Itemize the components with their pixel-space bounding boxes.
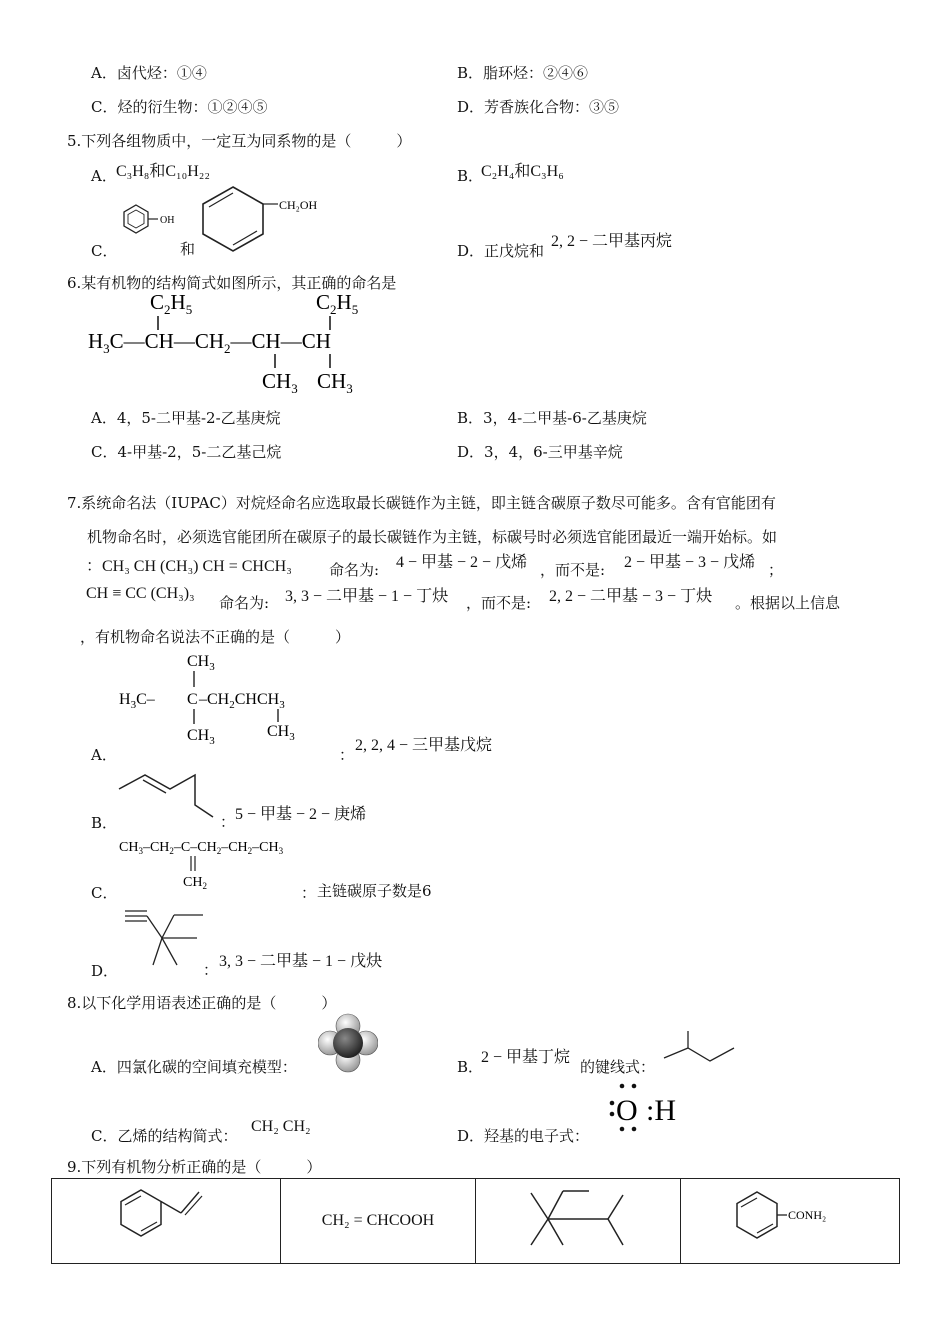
q9-stem: 9.下列有机物分析正确的是（ ） (67, 1158, 322, 1176)
q8-d-electron-formula (604, 1076, 694, 1136)
q9-cell-alkane (476, 1179, 681, 1264)
svg-text:H3C–: $H_3C-$ (119, 691, 155, 711)
q7-b-name: 5 − 甲基 − 2 − 庚烯 (235, 806, 367, 823)
q7-d-label: D． (91, 962, 119, 980)
q5-benzyl-alcohol-structure (196, 183, 326, 255)
q7-c-structure (117, 833, 307, 893)
q7-ex2-wrong: 2, 2 − 二甲基 − 3 − 丁炔 (549, 588, 713, 605)
q7-d-skeletal (117, 903, 212, 973)
q9-benzamide-structure (725, 1184, 855, 1254)
q9-cell-benzamide (681, 1179, 900, 1264)
svg-text:CH3–CH2–C–CH2–CH2–CH3: $CH_3-CH_2-C-CH_2-CH_2-CH_3$ (119, 840, 284, 856)
q7-b-sep: ： (220, 813, 236, 831)
q9-alkane-skeletal (523, 1183, 633, 1255)
svg-text:H3C—CH—CH2—CH—CH: $H_3C—CH—CH_2—CH—CH$ (88, 329, 331, 356)
q5-d-label: D．正戊烷和 (457, 242, 545, 260)
svg-text:C2H5: $C_2H_5$ (150, 290, 193, 317)
q7-ex2-not: ，而不是: (466, 594, 532, 612)
q6-option-c: C．4-甲基-2，5-二乙基己烷 (91, 443, 282, 461)
q7-c-name: 主链碳原子数是6 (317, 882, 432, 900)
q7-ex1-right: 4 − 甲基 − 2 − 戊烯 (396, 554, 528, 571)
svg-text:–CH2CHCH3: $-CH_2CHCH_3$ (199, 691, 285, 711)
q4-option-b: B．脂环烃：②④⑥ (457, 64, 589, 82)
q7-ex1-named: 命名为: (329, 561, 380, 579)
q8-option-c: C．乙烯的结构简式： (91, 1127, 238, 1145)
q5-a-label: A． (91, 167, 117, 185)
q5-b-formula: C₂H₄和C₃H₆ (481, 163, 564, 180)
q7-b-skeletal (115, 765, 225, 825)
q5-b-label: B． (457, 167, 484, 185)
q7-question: ，有机物命名说法不正确的是（ ） (80, 628, 351, 646)
q8-b-label: B． (457, 1058, 484, 1076)
svg-text:C2H5: $C_2H_5$ (316, 290, 359, 317)
svg-text:CH3: $CH_3$ (187, 727, 215, 745)
q7-c-label: C． (91, 884, 118, 902)
q7-d-name: 3, 3 − 二甲基 − 1 − 戊炔 (219, 953, 383, 970)
svg-text:CH3: $CH_3$ (317, 369, 353, 396)
q4-option-c: C．烃的衍生物：①②④⑤ (91, 98, 268, 116)
q7-a-label: A． (91, 746, 117, 764)
q8-d-oxygen: O (616, 1094, 638, 1127)
q7-ex1-end: ； (768, 561, 784, 579)
q6-option-d: D．3，4，6-三甲基辛烷 (457, 443, 623, 461)
q9-table (51, 1178, 900, 1264)
q7-a-central-c: C (187, 691, 198, 708)
q8-stem: 8.以下化学用语表述正确的是（ ） (67, 994, 337, 1012)
q7-line2: 机物命名时，必须选官能团所在碳原子的最长碳链作为主链，标碳号时必须选官能团最近一端开始标。如 (87, 528, 778, 546)
q7-a-sep: ： (339, 746, 355, 764)
svg-text:CH2: $CH_2$ (183, 875, 207, 891)
q7-d-sep: ： (203, 961, 219, 979)
q7-ex1-not: ，而不是: (540, 561, 606, 579)
q8-b-name: 2 − 甲基丁烷 (481, 1049, 571, 1066)
q8-a-space-filling-model (318, 1013, 378, 1073)
svg-text:CH3: $CH_3$ (267, 723, 295, 743)
q6-option-b: B．3，4-二甲基-6-乙基庚烷 (457, 409, 647, 427)
q8-b-skeletal (660, 1028, 742, 1073)
q7-line1: 7.系统命名法（IUPAC）对烷烃命名应选取最长碳链作为主链，即主链含碳原子数尽可能多。含有官能团有 (67, 494, 776, 512)
q7-ex2-formula: CH ≡ CC (CH₃)₃ (86, 585, 195, 602)
q5-phenol-structure (118, 195, 188, 250)
q6-option-a: A．4，5-二甲基-2-乙基庚烷 (91, 409, 281, 427)
q5-d-name: 2, 2 − 二甲基丙烷 (551, 233, 673, 250)
q5-a-formula: C₃H₈和C₁₀H₂₂ (116, 163, 210, 180)
q7-a-structure (115, 650, 345, 745)
q5-stem: 5.下列各组物质中，一定互为同系物的是（ ） (67, 132, 412, 150)
q4-option-a: A．卤代烃：①④ (91, 64, 207, 82)
q9-benzamide-label: CONH₂ (788, 1208, 827, 1222)
q6-structure (84, 288, 384, 396)
q5-c-and: 和 (180, 240, 196, 258)
q8-option-a: A．四氯化碳的空间填充模型： (91, 1058, 297, 1076)
q8-d-hydrogen: :H (646, 1094, 676, 1127)
q9-cell-styrene (52, 1179, 281, 1264)
q7-b-label: B． (91, 814, 118, 832)
q9-styrene-structure (111, 1184, 221, 1254)
q5-c-label: C． (91, 242, 118, 260)
q7-ex2-right: 3, 3 − 二甲基 − 1 − 丁炔 (285, 588, 449, 605)
q8-c-formula: CH₂ CH₂ (251, 1118, 311, 1135)
svg-text:CH3: $CH_3$ (262, 369, 298, 396)
q8-option-d: D．羟基的电子式： (457, 1127, 590, 1145)
q7-c-sep: ： (301, 884, 317, 902)
q7-ex2-named: 命名为: (219, 594, 270, 612)
q5-benzyl-ch2oh: CH₂OH (279, 198, 318, 212)
svg-text:CH3: $CH_3$ (187, 653, 215, 673)
q8-b-text: 的键线式： (580, 1058, 656, 1076)
q9-cell-acrylic-acid: CH₂ = CHCOOH (281, 1179, 476, 1264)
q7-ex1-wrong: 2 − 甲基 − 3 − 戊烯 (624, 554, 756, 571)
q6-stem: 6.某有机物的结构简式如图所示，其正确的命名是 (67, 274, 397, 292)
q5-phenol-oh: OH (160, 215, 175, 226)
q7-a-name: 2, 2, 4 − 三甲基戊烷 (355, 737, 493, 754)
q7-ex2-end: 。根据以上信息 (735, 594, 841, 612)
q4-option-d: D．芳香族化合物：③⑤ (457, 98, 620, 116)
q7-ex1-formula: ：CH₃ CH (CH₃) CH = CHCH₃ (86, 558, 292, 575)
